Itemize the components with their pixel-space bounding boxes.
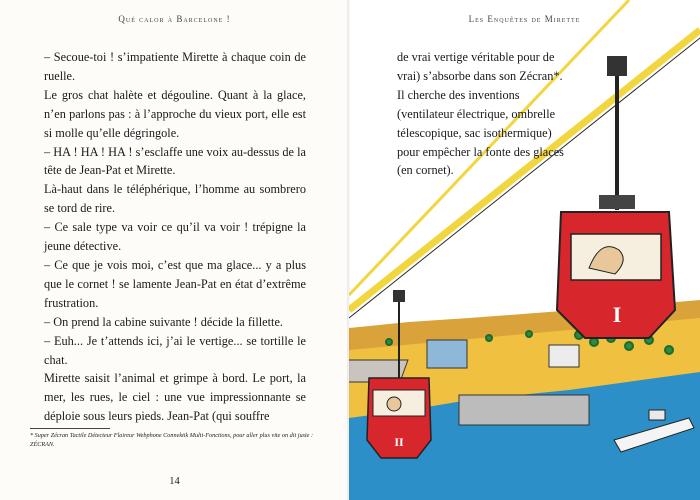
paragraph: – HA ! HA ! HA ! s’esclaffe une voix au-dessus de la tête de Jean-Pat et Mirette. [44, 144, 306, 178]
footnote-rule [30, 428, 110, 429]
cabin-one-label: I [612, 302, 622, 327]
cabin-two-label: II [394, 435, 404, 449]
port-building [427, 340, 467, 368]
paragraph: – Secoue-toi ! s’impatiente Mirette à chaque coin de ruelle. [44, 50, 306, 83]
right-running-head: Les Enquêtes de Mirette [468, 14, 581, 24]
left-running-head: Qué calor à Barcelone ! [118, 14, 231, 24]
left-body-text [44, 48, 306, 426]
footnote: * Super Zécran Tactile Détecteur Flaireur Webphone Connektik Multi-Fonctions, pour aller plus vite on dit juste : ZÉCRAN. [30, 432, 314, 448]
right-page [349, 0, 700, 500]
paragraph: – Ce que je vois moi, c’est que ma glace... y a plus que le cornet ! se lamente Jean-Pat en état d’extrême frustration. [44, 257, 306, 310]
right-body-text [397, 48, 567, 180]
left-page [0, 0, 349, 500]
book-gutter [347, 0, 351, 500]
port-building [549, 345, 579, 367]
paragraph: de vrai vertige véritable pour de vrai) s’absorbe dans son Zécran*. [397, 50, 563, 83]
paragraph: Mirette saisit l’animal et grimpe à bord. Le port, la mer, les rues, le ciel : une vue impressionnante se déploie sous leurs pieds. Jean-Pat (qui souffre [44, 371, 306, 424]
paragraph: – Euh... Je t’attends ici, j’ai le vertige... se tortille le chat. [44, 333, 306, 367]
paragraph: Il cherche des inventions (ventilateur électrique, ombrelle télescopique, sac isothermique) pour empêcher la fonte des glaces (en cornet). [397, 87, 564, 178]
paragraph: – On prend la cabine suivante ! décide la fillette. [44, 314, 284, 329]
page-number: 14 [169, 476, 180, 487]
cabin-one [557, 56, 675, 338]
paragraph: Là-haut dans le téléphérique, l’homme au sombrero se tord de rire. [44, 182, 306, 216]
quay [459, 395, 589, 425]
paragraph: – Ce sale type va voir ce qu’il va voir ! trépigne la jeune détective. [44, 220, 306, 254]
paragraph: Le gros chat halète et dégouline. Quant à la glace, n’en parlons pas : à l’approche du vieux port, elle est si molle qu’elle dégringole. [44, 87, 306, 140]
